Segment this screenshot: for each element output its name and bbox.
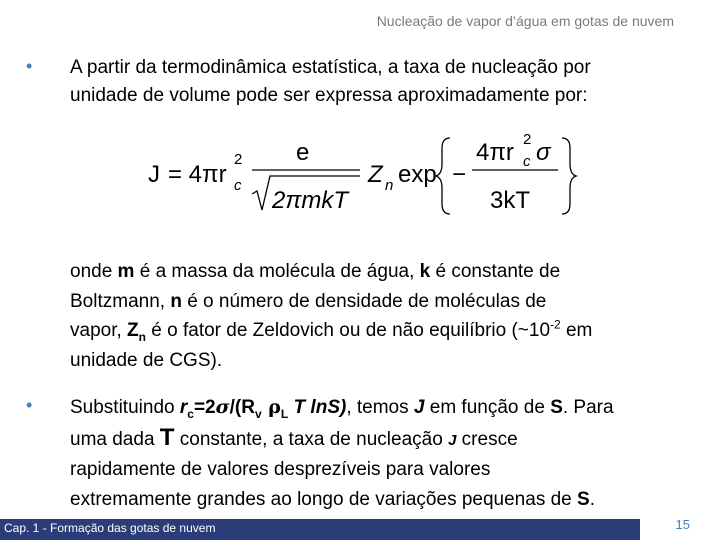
footer-chapter-text: Cap. 1 - Formação das gotas de nuvem	[4, 521, 216, 535]
formula-frac2-num-sub: c	[523, 153, 531, 170]
formula-frac1-den: 2πmkT	[272, 187, 349, 214]
bullet-marker-1: •	[26, 56, 33, 76]
bullet-1-line-1: A partir da termodinâmica estatística, a taxa de nucleação por	[70, 57, 591, 78]
page-number: 15	[675, 517, 690, 532]
formula-eq: = 4πr	[168, 161, 227, 188]
bullet-2-line-3: rapidamente de valores desprezíveis para valores	[70, 459, 491, 480]
header-title: Nucleação de vapor d’água em gotas de nuvem	[376, 13, 674, 29]
definitions-line-4: unidade de CGS).	[70, 349, 223, 371]
formula-left-brace	[436, 138, 450, 214]
bullet-2-line-1: Substituindo $r_c=2\sigma/(R_v$ $\rho_L$ T lnS), temos J em função de S. Para	[70, 396, 614, 421]
formula-exp: exp	[398, 161, 437, 188]
formula-right-brace	[562, 138, 576, 214]
formula-minus: −	[452, 161, 467, 188]
bullet-2-text	[70, 393, 690, 514]
formula-lhs: J	[148, 161, 160, 188]
formula-frac2-num-sigma: σ	[536, 139, 551, 166]
definitions-line-1: onde m é a massa da molécula de água, k é constante de	[70, 261, 561, 282]
formula-frac2-den: 3kT	[490, 187, 531, 214]
formula-frac1-num: e	[296, 139, 310, 166]
bullet-1-text	[70, 54, 690, 110]
nucleation-rate-formula	[138, 130, 588, 220]
bullet-1-line-2: unidade de volume pode ser expressa aproximadamente por:	[70, 85, 588, 106]
formula-frac2-num: 4πr	[476, 139, 514, 166]
bullet-marker-2: •	[26, 395, 33, 415]
formula-zn: Z	[368, 161, 383, 188]
bullet-2-line-4: extremamente grandes ao longo de variações pequenas de S.	[70, 488, 595, 510]
definitions-line-2: Boltzmann, n é o número de densidade de moléculas de	[70, 290, 547, 312]
formula-zn-sub: n	[385, 177, 394, 194]
definitions-paragraph	[70, 257, 690, 375]
bullet-2-line-2: uma dada T constante, a taxa de nucleação J cresce	[70, 423, 518, 451]
formula-frac2-num-sup: 2	[523, 131, 532, 148]
definitions-line-3: vapor, $Z_n$ é o fator de Zeldovich ou de não equilíbrio ($\sim 10^{-2}$ em	[70, 317, 593, 344]
footer-bar	[0, 519, 640, 540]
formula-r-sup: 2	[234, 151, 243, 168]
formula-r-sub: c	[234, 177, 242, 194]
